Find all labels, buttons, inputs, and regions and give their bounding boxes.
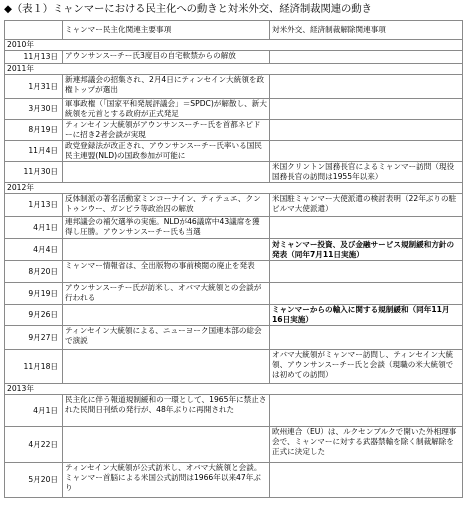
us-relations-event <box>270 141 463 162</box>
event-date: 1月13日 <box>5 194 63 217</box>
democracy-event: 民主化に伴う報道規制緩和の一環として、1965年に禁止された民間日刊紙の発行が、48年ぶりに再開された <box>63 395 270 427</box>
header-us-relations: 対米外交、経済制裁解除関連事項 <box>270 21 463 40</box>
table-row <box>5 141 463 162</box>
year-label: 2013年 <box>5 384 463 395</box>
us-relations-event <box>270 120 463 141</box>
democracy-event: 連邦議会の補欠選挙の実施。NLDが46議席中43議席を獲得し圧勝。アウンサンスーチー氏も当選 <box>63 217 270 239</box>
us-relations-event <box>270 217 463 239</box>
democracy-event: 政党登録法が改正され、アウンサンスーチー氏率いる国民民主連盟(NLD)の国政参加が可能に <box>63 141 270 162</box>
table-row <box>5 326 463 350</box>
democracy-event <box>63 427 270 463</box>
table-row <box>5 261 463 283</box>
header-date <box>5 21 63 40</box>
table-row <box>5 120 463 141</box>
header-democracy: ミャンマー民主化関連主要事項 <box>63 21 270 40</box>
us-relations-event <box>270 283 463 305</box>
event-date: 3月30日 <box>5 99 63 120</box>
event-date: 4月1日 <box>5 217 63 239</box>
table-row <box>5 194 463 217</box>
us-relations-event: 米国クリントン国務長官によるミャンマー訪問（現役国務長官の訪問は1955年以来） <box>270 162 463 183</box>
us-relations-event: ミャンマーからの輸入に関する規制緩和（同年11月16日実施） <box>270 305 463 326</box>
democracy-event <box>63 350 270 384</box>
democracy-event: 軍事政権（「国家平和発展評議会」＝SPDC)が解散し、新大統領を元首とする政府が正式発足 <box>63 99 270 120</box>
year-row <box>5 384 463 395</box>
page-title: ◆（表１）ミャンマーにおける民主化への動きと対米外交、経済制裁関連の動き <box>4 3 372 15</box>
table-row <box>5 463 463 498</box>
event-date: 4月1日 <box>5 395 63 427</box>
event-date: 11月18日 <box>5 350 63 384</box>
democracy-event: アウンサンスーチー氏が訪米し、オバマ大統領との会談が行われる <box>63 283 270 305</box>
table-row <box>5 239 463 261</box>
democracy-event: 反体制派の著名活動家ミンコーナイン、ティテュエ、クントゥンウー、ガンビラ等政治囚の解放 <box>63 194 270 217</box>
event-date: 8月20日 <box>5 261 63 283</box>
table-row <box>5 51 463 64</box>
us-relations-event <box>270 51 463 64</box>
democracy-event: ミャンマー情報省は、全出版物の事前検閲の廃止を発表 <box>63 261 270 283</box>
year-label: 2011年 <box>5 64 463 75</box>
table-header-row <box>5 21 463 40</box>
us-relations-event <box>270 395 463 427</box>
event-date: 11月4日 <box>5 141 63 162</box>
democracy-event <box>63 162 270 183</box>
event-date: 8月19日 <box>5 120 63 141</box>
democracy-event <box>63 239 270 261</box>
table-row <box>5 162 463 183</box>
table-row <box>5 75 463 99</box>
us-relations-event: 対ミャンマー投資、及び金融サービス規制緩和方針の発表（同年7月11日実施） <box>270 239 463 261</box>
democracy-event: アウンサンスーチー氏3度目の自宅軟禁からの解放 <box>63 51 270 64</box>
timeline-body <box>5 21 463 498</box>
event-date: 11月13日 <box>5 51 63 64</box>
table-row <box>5 395 463 427</box>
year-row <box>5 183 463 194</box>
us-relations-event: オバマ大統領がミャンマー訪問し、ティンセイン大統領、アウンサンスーチー氏と会談（現職の米大統領では初めての訪問） <box>270 350 463 384</box>
democracy-event: 新連邦議会の招集され、2月4日にティンセイン大統領を政権トップが選出 <box>63 75 270 99</box>
event-date: 4月4日 <box>5 239 63 261</box>
timeline-table <box>4 20 463 498</box>
democracy-event <box>63 305 270 326</box>
event-date: 4月22日 <box>5 427 63 463</box>
table-row <box>5 283 463 305</box>
us-relations-event <box>270 326 463 350</box>
us-relations-event <box>270 75 463 99</box>
us-relations-event <box>270 261 463 283</box>
us-relations-event <box>270 463 463 498</box>
year-row <box>5 64 463 75</box>
table-row <box>5 350 463 384</box>
year-label: 2012年 <box>5 183 463 194</box>
event-date: 5月20日 <box>5 463 63 498</box>
event-date: 9月19日 <box>5 283 63 305</box>
event-date: 11月30日 <box>5 162 63 183</box>
year-row <box>5 40 463 51</box>
event-date: 9月26日 <box>5 305 63 326</box>
year-label: 2010年 <box>5 40 463 51</box>
table-row <box>5 99 463 120</box>
table-row <box>5 217 463 239</box>
event-date: 9月27日 <box>5 326 63 350</box>
us-relations-event: 欧州連合（EU）は、ルクセンブルクで開いた外相理事会で、ミャンマーに対する武器禁輸を除く制裁解除を正式に決定した <box>270 427 463 463</box>
table-row <box>5 305 463 326</box>
democracy-event: ティンセイン大統領が公式訪米し、オバマ大統領と会談。ミャンマー首脳による米国公式訪問は1966年以来47年ぶり <box>63 463 270 498</box>
us-relations-event <box>270 99 463 120</box>
table-row <box>5 427 463 463</box>
us-relations-event: 米国駐ミャンマー大使派遣の検討表明（22年ぶりの駐ビルマ大使派遣） <box>270 194 463 217</box>
democracy-event: ティンセイン大統領による、ニューヨーク国連本部の総会で演説 <box>63 326 270 350</box>
event-date: 1月31日 <box>5 75 63 99</box>
democracy-event: ティンセイン大統領がアウンサンスーチー氏を首都ネピドーに招き2者会談が実現 <box>63 120 270 141</box>
